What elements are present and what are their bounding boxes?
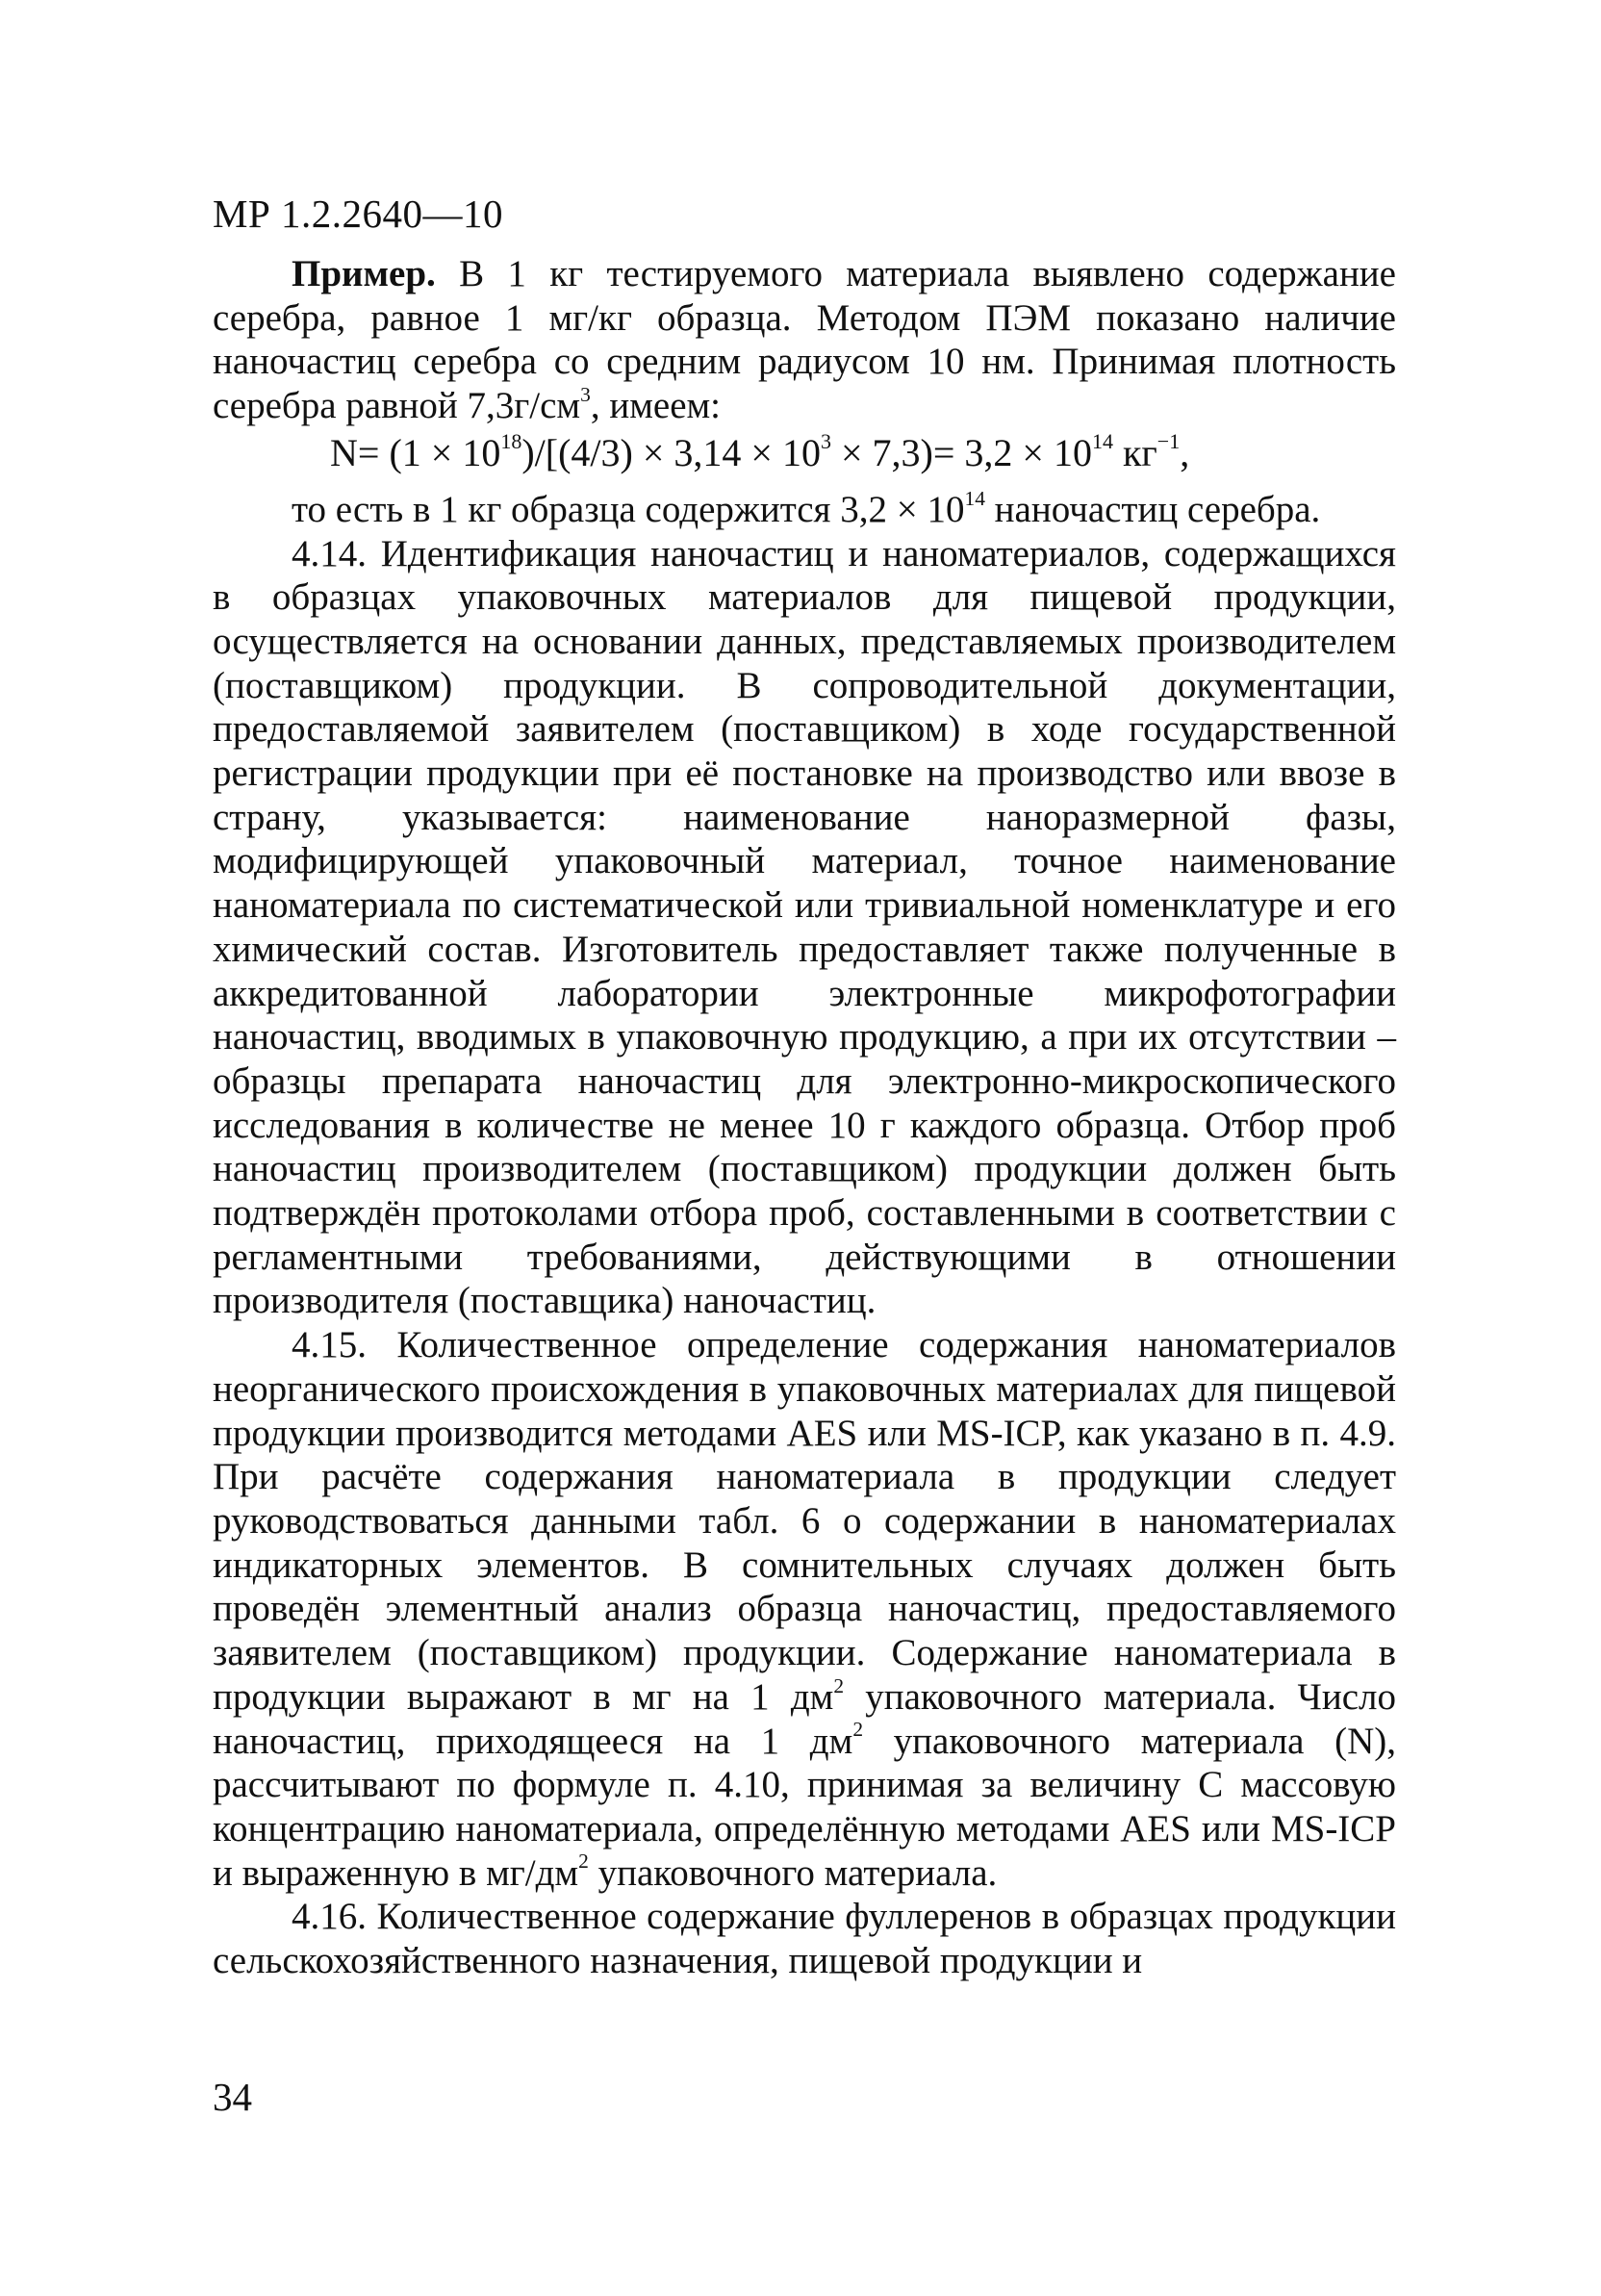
document-code-header: МР 1.2.2640—10: [213, 191, 504, 236]
section-4-16: 4.16. Количественное содержание фуллеренов в образцах продукции сельскохозяйственного назначения, пищевой продукции и: [213, 1896, 1396, 1982]
section-4-15: [213, 1323, 1396, 1895]
formula: [213, 428, 1396, 478]
formula-superscript: 18: [500, 429, 522, 454]
body-text: [213, 252, 1396, 1983]
section-4-15-superscript: 2: [833, 1673, 845, 1697]
conclusion-text: то есть в 1 кг образца содержится 3,2 × 10: [292, 488, 965, 530]
formula-superscript: 14: [1091, 429, 1113, 454]
section-4-15-superscript: 2: [578, 1850, 589, 1874]
conclusion-superscript: 14: [964, 486, 985, 510]
section-4-15-text: 4.15. Количественное определение содержания наноматериалов неорганического происхождения в упаковочных материалах для пищевой продукции производится методами AES или MS-ICP, как указано в п. 4.9. При расчёте содержания наноматериала в продукции следует руководствоваться данными табл. 6 о содержании в наноматериалах индикаторных элементов. В сомнительных случаях должен быть проведён элементный анализ образца наночастиц, предоставляемого заявителем (поставщиком) продукции. Содержание наноматериала в продукции выражают в мг на 1 дм: [213, 1324, 1396, 1718]
section-4-15-text: упаковочного материала. Число наночастиц, приходящееся на 1 дм: [213, 1675, 1397, 1762]
section-4-14: 4.14. Идентификация наночастиц и наноматериалов, содержащихся в образцах упаковочных материалов для пищевой продукции, осуществляется на основании данных, представляемых производителем (поставщиком) продукции. В сопроводительной документации, предоставляемой заявителем (поставщиком) в ходе государственной регистрации продукции при её постановке на производство или ввозе в страну, указывается: наименование наноразмерной фазы, модифицирующей упаковочный материал, точное наименование наноматериала по систематической или тривиальной номенклатуре и его химический состав. Изготовитель предоставляет также полученные в аккредитованной лаборатории электронные микрофотографии наночастиц, вводимых в упаковочную продукцию, а при их отсутствии – образцы препарата наночастиц для электронно-микроскопического исследования в количестве не менее 10 г каждого образца. Отбор проб наночастиц производителем (поставщиком) продукции должен быть подтверждён протоколами отбора проб, составленными в соответствии с регламентными требованиями, действующими в отношении производителя (поставщика) наночастиц.: [213, 532, 1396, 1322]
section-4-15-text: упаковочного материала.: [588, 1851, 998, 1894]
formula-superscript: 3: [820, 429, 831, 454]
section-4-15-text: упаковочного материала (N), рассчитывают по формуле п. 4.10, принимая за величину С массовую концентрацию наноматериала, определённую методами AES или MS-ICP и выраженную в мг/дм: [213, 1720, 1396, 1894]
formula-part: )/[(4/3) × 3,14 × 10: [521, 430, 821, 474]
example-text-end: , имеем:: [590, 385, 722, 427]
formula-part: × 7,3)= 3,2 × 10: [830, 430, 1092, 474]
conclusion-text-end: наночастиц серебра.: [984, 488, 1321, 530]
formula-part: ,: [1180, 430, 1190, 474]
example-text: В 1 кг тестируемого материала выявлено содержание серебра, равное 1 мг/кг образца. Методом ПЭМ показано наличие наночастиц серебра со средним радиусом 10 нм. Принимая плотность серебра равной 7,3г/см: [213, 253, 1396, 427]
page-number: 34: [213, 2075, 252, 2119]
formula-part: кг: [1112, 430, 1157, 474]
section-4-15-superscript: 2: [852, 1718, 864, 1742]
conclusion-paragraph: [213, 488, 1396, 532]
formula-part: N= (1 × 10: [330, 430, 501, 474]
example-label: Пример.: [292, 253, 436, 294]
example-paragraph: [213, 252, 1396, 428]
formula-superscript: −1: [1156, 429, 1181, 454]
example-superscript: 3: [580, 382, 591, 406]
